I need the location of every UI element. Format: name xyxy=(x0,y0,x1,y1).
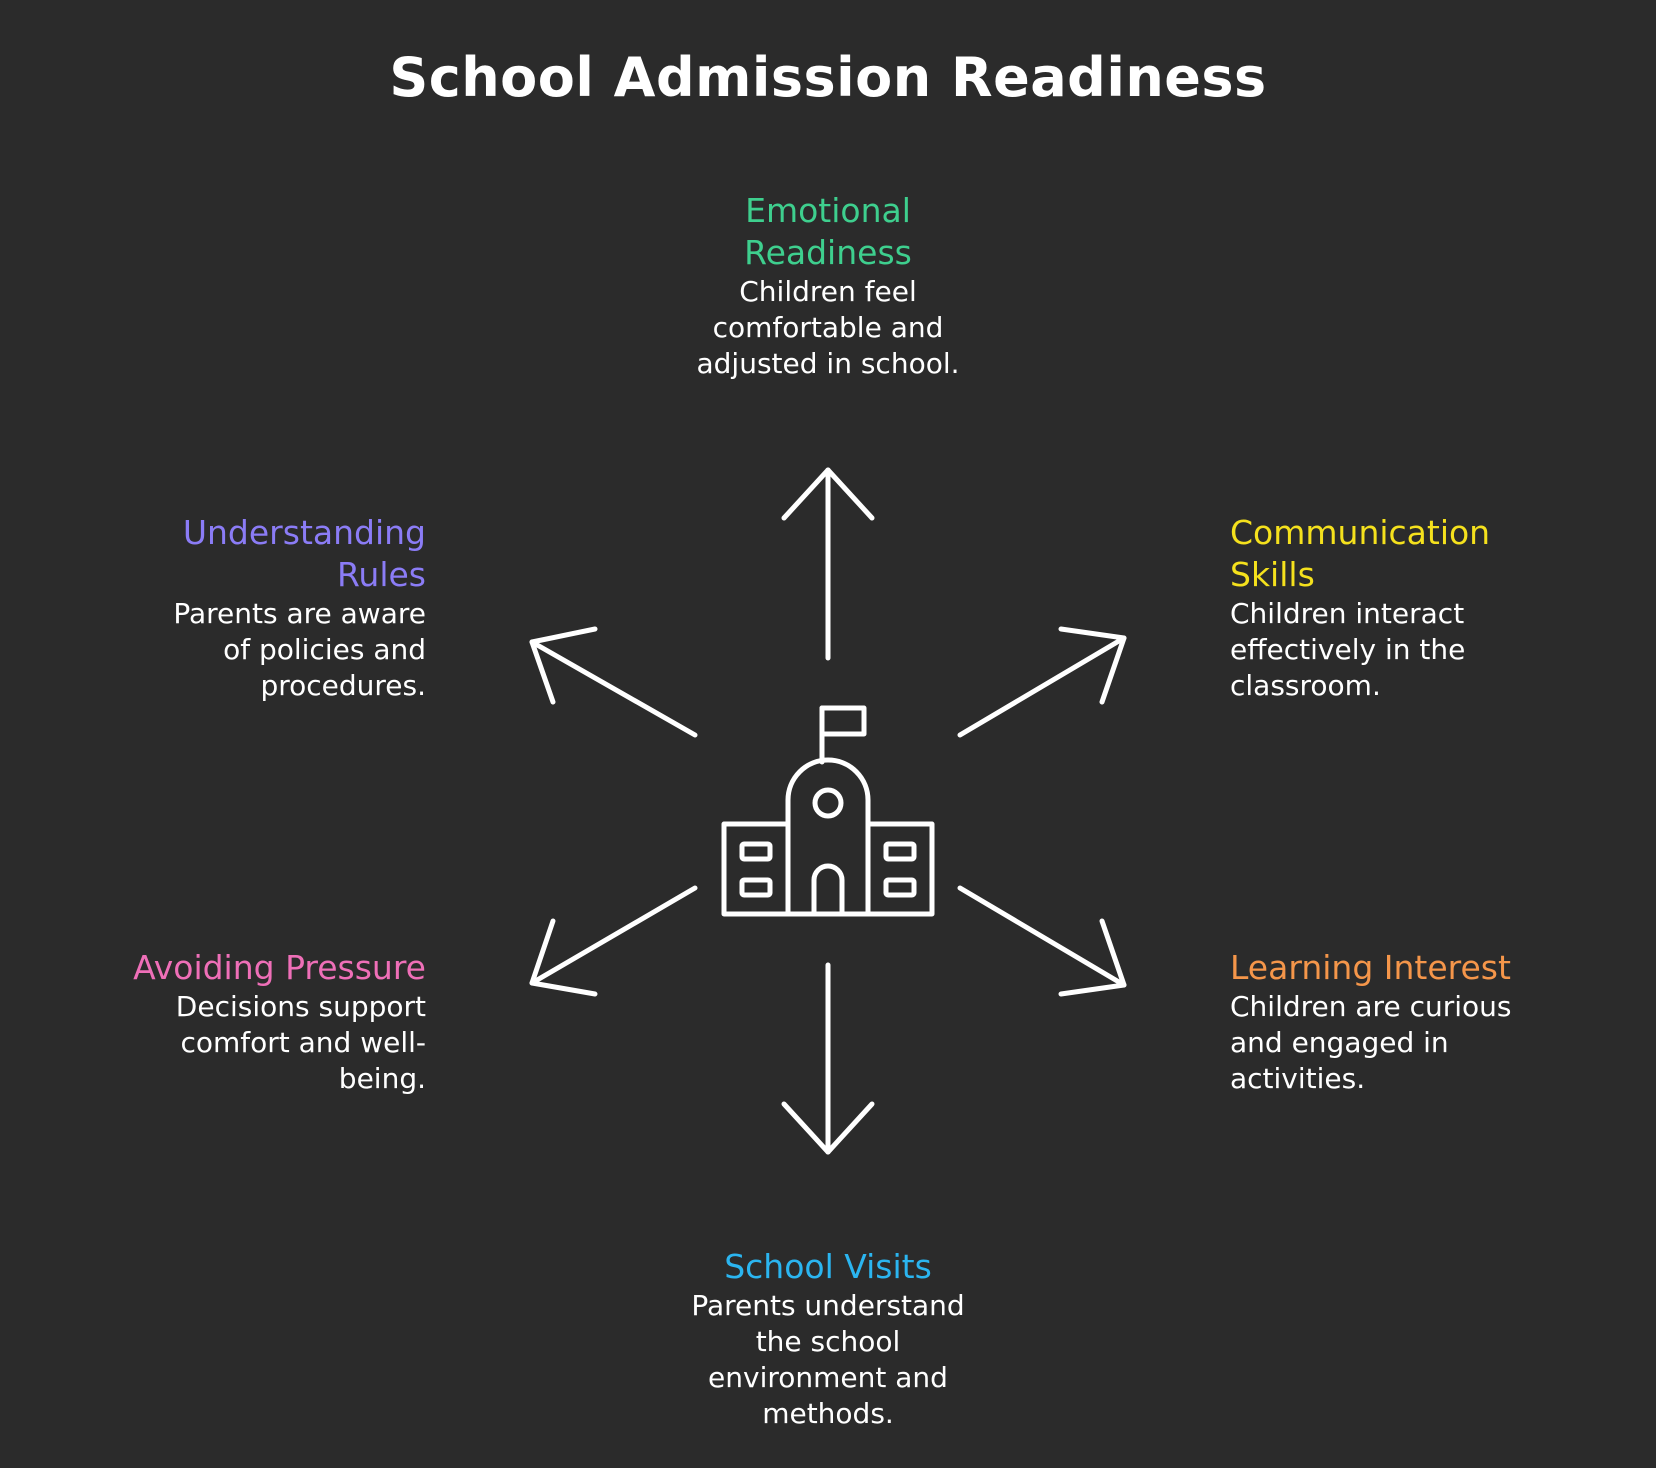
heading-line: School Visits xyxy=(724,1247,932,1286)
desc-line: and engaged in xyxy=(1230,1026,1449,1059)
arrow-lower-left-icon xyxy=(532,888,695,994)
arrow-lower-right-icon xyxy=(960,888,1124,994)
desc-line: of policies and xyxy=(223,633,426,666)
heading-line: Understanding xyxy=(182,513,426,552)
desc-line: activities. xyxy=(1230,1062,1366,1095)
avoiding-pressure-description xyxy=(26,989,426,1097)
understanding-rules-heading xyxy=(26,512,426,596)
heading-line: Learning Interest xyxy=(1230,948,1511,987)
desc-line: Children interact xyxy=(1230,597,1465,630)
emotional-readiness-heading xyxy=(628,190,1028,274)
node-communication-skills xyxy=(1230,512,1630,704)
arrow-up-icon xyxy=(784,470,872,658)
desc-line: classroom. xyxy=(1230,669,1381,702)
node-school-visits xyxy=(628,1246,1028,1432)
heading-line: Communication xyxy=(1230,513,1491,552)
desc-line: procedures. xyxy=(260,669,426,702)
node-understanding-rules xyxy=(26,512,426,704)
understanding-rules-description xyxy=(26,596,426,704)
emotional-readiness-description xyxy=(628,274,1028,382)
desc-line: Parents are aware xyxy=(173,597,426,630)
desc-line: Decisions support xyxy=(175,990,426,1023)
desc-line: methods. xyxy=(762,1397,894,1430)
diagram-title: School Admission Readiness xyxy=(389,46,1267,109)
heading-line: Readiness xyxy=(744,233,912,272)
desc-line: environment and xyxy=(708,1361,948,1394)
arrow-down-icon xyxy=(784,965,872,1152)
school-visits-description xyxy=(628,1288,1028,1432)
heading-line: Skills xyxy=(1230,555,1315,594)
desc-line: Parents understand xyxy=(691,1289,965,1322)
communication-skills-heading xyxy=(1230,512,1630,596)
learning-interest-description xyxy=(1230,989,1640,1097)
desc-line: being. xyxy=(338,1062,426,1095)
desc-line: the school xyxy=(755,1325,901,1358)
desc-line: adjusted in school. xyxy=(696,347,960,380)
arrow-upper-left-icon xyxy=(532,629,695,735)
desc-line: comfortable and xyxy=(712,311,944,344)
desc-line: Children are curious xyxy=(1230,990,1512,1023)
school-visits-heading xyxy=(628,1246,1028,1288)
arrow-upper-right-icon xyxy=(960,629,1124,735)
desc-line: comfort and well- xyxy=(180,1026,426,1059)
learning-interest-heading xyxy=(1230,947,1640,989)
heading-line: Emotional xyxy=(745,191,911,230)
heading-line: Avoiding Pressure xyxy=(133,948,426,987)
heading-line: Rules xyxy=(336,555,426,594)
school-building-icon xyxy=(724,708,932,914)
communication-skills-description xyxy=(1230,596,1630,704)
desc-line: Children feel xyxy=(739,275,917,308)
node-emotional-readiness xyxy=(628,190,1028,382)
node-learning-interest xyxy=(1230,947,1640,1097)
node-avoiding-pressure xyxy=(26,947,426,1097)
avoiding-pressure-heading xyxy=(26,947,426,989)
desc-line: effectively in the xyxy=(1230,633,1466,666)
